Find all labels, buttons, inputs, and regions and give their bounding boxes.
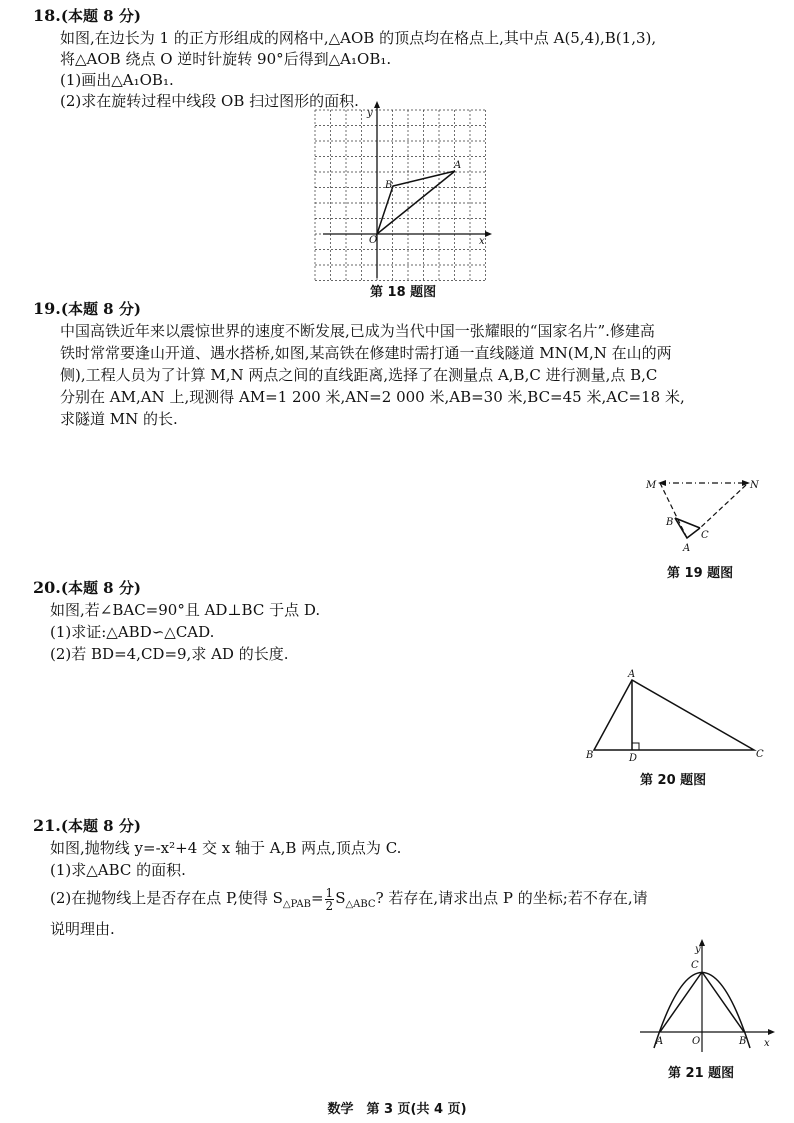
page-footer: 数学 第 3 页(共 4 页) xyxy=(327,1102,467,1117)
q21-frac-num: 1 xyxy=(325,885,334,900)
q18-text-2: 将△AOB 绕点 O 逆时针旋转 90°后得到△A₁OB₁. xyxy=(60,50,392,68)
q18-label-o: O xyxy=(369,235,378,246)
q21-label-o: O xyxy=(692,1036,701,1047)
q19-points: (本题 8 分) xyxy=(60,300,141,318)
q19-label-b: B xyxy=(666,517,674,528)
q18-label-x: x xyxy=(479,236,485,247)
q18-text-3: (1)画出△A₁OB₁. xyxy=(60,71,174,89)
q21-points: (本题 8 分) xyxy=(60,817,141,835)
q21-text-3-post: ? 若存在,请求出点 P 的坐标;若不存在,请 xyxy=(375,889,648,907)
q18-grid-lines xyxy=(315,110,486,281)
q21-header xyxy=(33,817,141,835)
q21-parabola-figure xyxy=(640,940,780,1055)
q21-text-4: 说明理由. xyxy=(50,920,115,938)
q21-fraction xyxy=(325,887,335,912)
q21-text-3-pre: (2)在抛物线上是否存在点 P,使得 S xyxy=(50,889,283,907)
q18-label-b: B xyxy=(385,180,393,191)
q20-text-2: (1)求证:△ABD∽△CAD. xyxy=(50,623,215,641)
q21-s: S xyxy=(335,889,346,907)
q21-text-2: (1)求△ABC 的面积. xyxy=(50,861,186,879)
q21-frac-den: 2 xyxy=(325,898,334,913)
q21-x-arrow xyxy=(768,1029,775,1035)
q20-caption: 第 20 题图 xyxy=(640,773,707,788)
q20-label-d: D xyxy=(629,753,638,764)
q21-text-3 xyxy=(50,885,648,918)
q19-text-5: 求隧道 MN 的长. xyxy=(60,410,178,428)
q20-text-3: (2)若 BD=4,CD=9,求 AD 的长度. xyxy=(50,645,289,663)
q20-triangle-figure xyxy=(582,668,772,763)
q19-line-an-dashed xyxy=(700,485,746,528)
q19-label-n: N xyxy=(750,480,759,491)
q20-points: (本题 8 分) xyxy=(60,579,141,597)
q20-label-c: C xyxy=(756,749,764,760)
q21-caption: 第 21 题图 xyxy=(668,1066,735,1081)
q20-triangle-abc xyxy=(594,680,754,750)
q18-x-arrow xyxy=(485,231,492,237)
q19-number: 19. xyxy=(33,299,61,318)
q21-sub-pab: △PAB xyxy=(282,899,311,910)
q18-text-4: (2)求在旋转过程中线段 OB 扫过图形的面积. xyxy=(60,92,359,110)
q21-label-x: x xyxy=(764,1038,770,1049)
q19-text-1: 中国高铁近年来以震惊世界的速度不断发展,已成为当代中国一张耀眼的“国家名片”.修建高 xyxy=(60,322,655,340)
q19-arrow-m xyxy=(658,480,666,486)
q20-label-a: A xyxy=(628,669,636,680)
q19-label-a: A xyxy=(683,543,691,554)
q19-label-m: M xyxy=(646,480,657,491)
q19-text-3: 侧),工程人员为了计算 M,N 两点之间的直线距离,选择了在测量点 A,B,C 进行测量,点 B,C xyxy=(60,366,658,384)
q20-label-b: B xyxy=(586,750,594,761)
q21-text-1: 如图,抛物线 y=-x²+4 交 x 轴于 A,B 两点,顶点为 C. xyxy=(50,839,402,857)
q18-caption: 第 18 题图 xyxy=(370,285,437,300)
q19-caption: 第 19 题图 xyxy=(667,566,734,581)
q18-text-1: 如图,在边长为 1 的正方形组成的网格中,△AOB 的顶点均在格点上,其中点 A(5,4),B(1,3), xyxy=(60,29,657,47)
q18-number: 18. xyxy=(33,6,61,25)
q18-grid-figure xyxy=(315,110,495,280)
q18-label-a: A xyxy=(454,160,462,171)
q19-text-4: 分别在 AM,AN 上,现测得 AM=1 200 米,AN=2 000 米,AB=30 米,BC=45 米,AC=18 米, xyxy=(60,388,685,406)
q19-text-2: 铁时常常要逢山开道、遇水搭桥,如图,某高铁在修建时需打通一直线隧道 MN(M,N 在山的两 xyxy=(60,344,672,362)
q20-header xyxy=(33,579,141,597)
q21-eq: = xyxy=(310,889,324,907)
q20-right-angle-mark xyxy=(632,743,639,750)
q18-points: (本题 8 分) xyxy=(60,7,141,25)
q21-label-y: y xyxy=(695,944,701,955)
q21-label-b: B xyxy=(739,1036,747,1047)
q21-number: 21. xyxy=(33,816,61,835)
q18-header xyxy=(33,7,141,25)
q18-label-y: y xyxy=(367,108,373,119)
q20-text-1: 如图,若∠BAC=90°且 AD⊥BC 于点 D. xyxy=(50,601,321,619)
q18-y-arrow xyxy=(374,101,380,108)
q20-number: 20. xyxy=(33,578,61,597)
q19-header xyxy=(33,300,141,318)
q21-label-a: A xyxy=(656,1036,664,1047)
q21-sub-abc: △ABC xyxy=(345,899,376,910)
q21-label-c: C xyxy=(691,960,699,971)
q19-label-c: C xyxy=(701,530,709,541)
q19-tunnel-figure xyxy=(640,470,770,560)
